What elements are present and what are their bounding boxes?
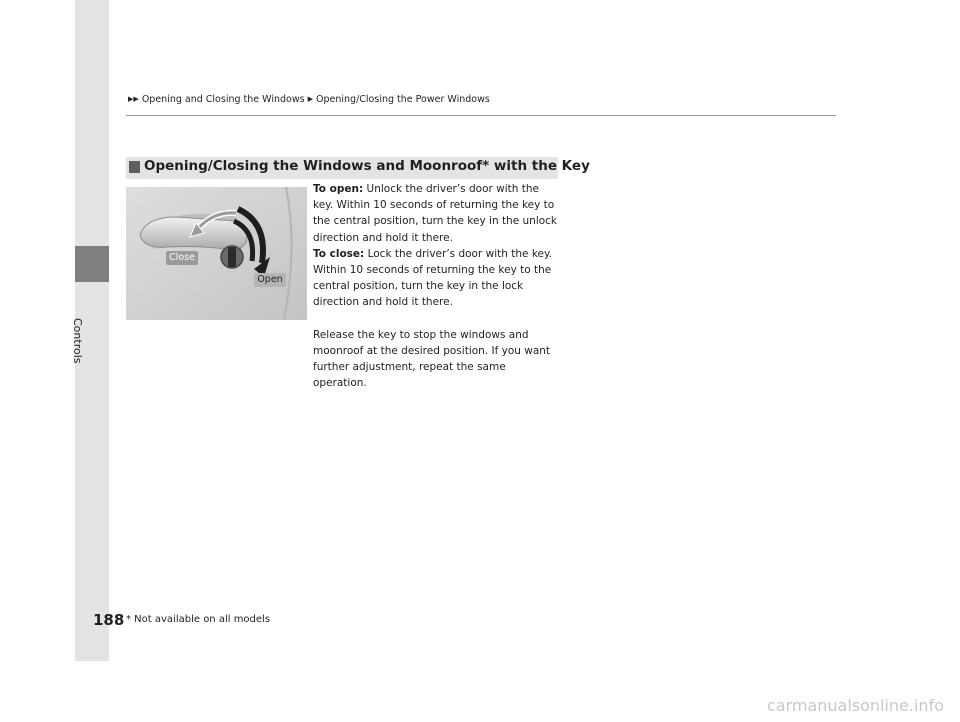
release-instruction: Release the key to stop the windows and moonroof at the desired position. If you want further adjustment, repeat the same operation.	[313, 328, 551, 390]
breadcrumb-arrow-icon: ▶▶	[128, 95, 139, 103]
paragraph-gap	[313, 311, 559, 327]
heading-text-end: with the Key	[489, 158, 590, 174]
section-label: Controls	[71, 318, 84, 364]
footnote-star: *	[126, 614, 131, 625]
door-key-illustration	[126, 187, 307, 320]
breadcrumb-arrow-icon: ▶	[307, 95, 313, 103]
open-instruction	[313, 181, 559, 246]
header-rule	[126, 115, 836, 116]
open-direction-label: Open	[257, 274, 283, 285]
side-tab-marker	[75, 246, 109, 282]
instructions	[313, 181, 559, 391]
heading-square-icon	[129, 161, 140, 173]
breadcrumb	[128, 94, 490, 105]
watermark: carmanualsonline.info	[766, 696, 944, 715]
page-number: 188	[93, 611, 125, 629]
door-handle-graphic	[126, 187, 307, 320]
close-direction-label: Close	[169, 252, 195, 263]
footnote	[126, 614, 270, 625]
section-heading	[144, 158, 590, 174]
open-label: To open:	[313, 183, 364, 195]
footnote-marker: *	[482, 158, 490, 174]
heading-text: Opening/Closing the Windows and Moonroof	[144, 158, 483, 174]
breadcrumb-item[interactable]: Opening and Closing the Windows	[141, 94, 305, 105]
open-text: Unlock the driver’s door with the key. Within 10 seconds of returning the key to the central position, turn the key in the unlock direction and hold it there.	[313, 183, 558, 244]
breadcrumb-item[interactable]: Opening/Closing the Power Windows	[316, 94, 490, 105]
close-label: To close:	[313, 247, 365, 260]
footnote-text: Not available on all models	[131, 614, 271, 625]
close-instruction	[313, 246, 559, 311]
close-text: Lock the driver’s door with the key. Within 10 seconds of returning the key to the central position, turn the key in the lock direction and hold it there.	[313, 247, 553, 309]
